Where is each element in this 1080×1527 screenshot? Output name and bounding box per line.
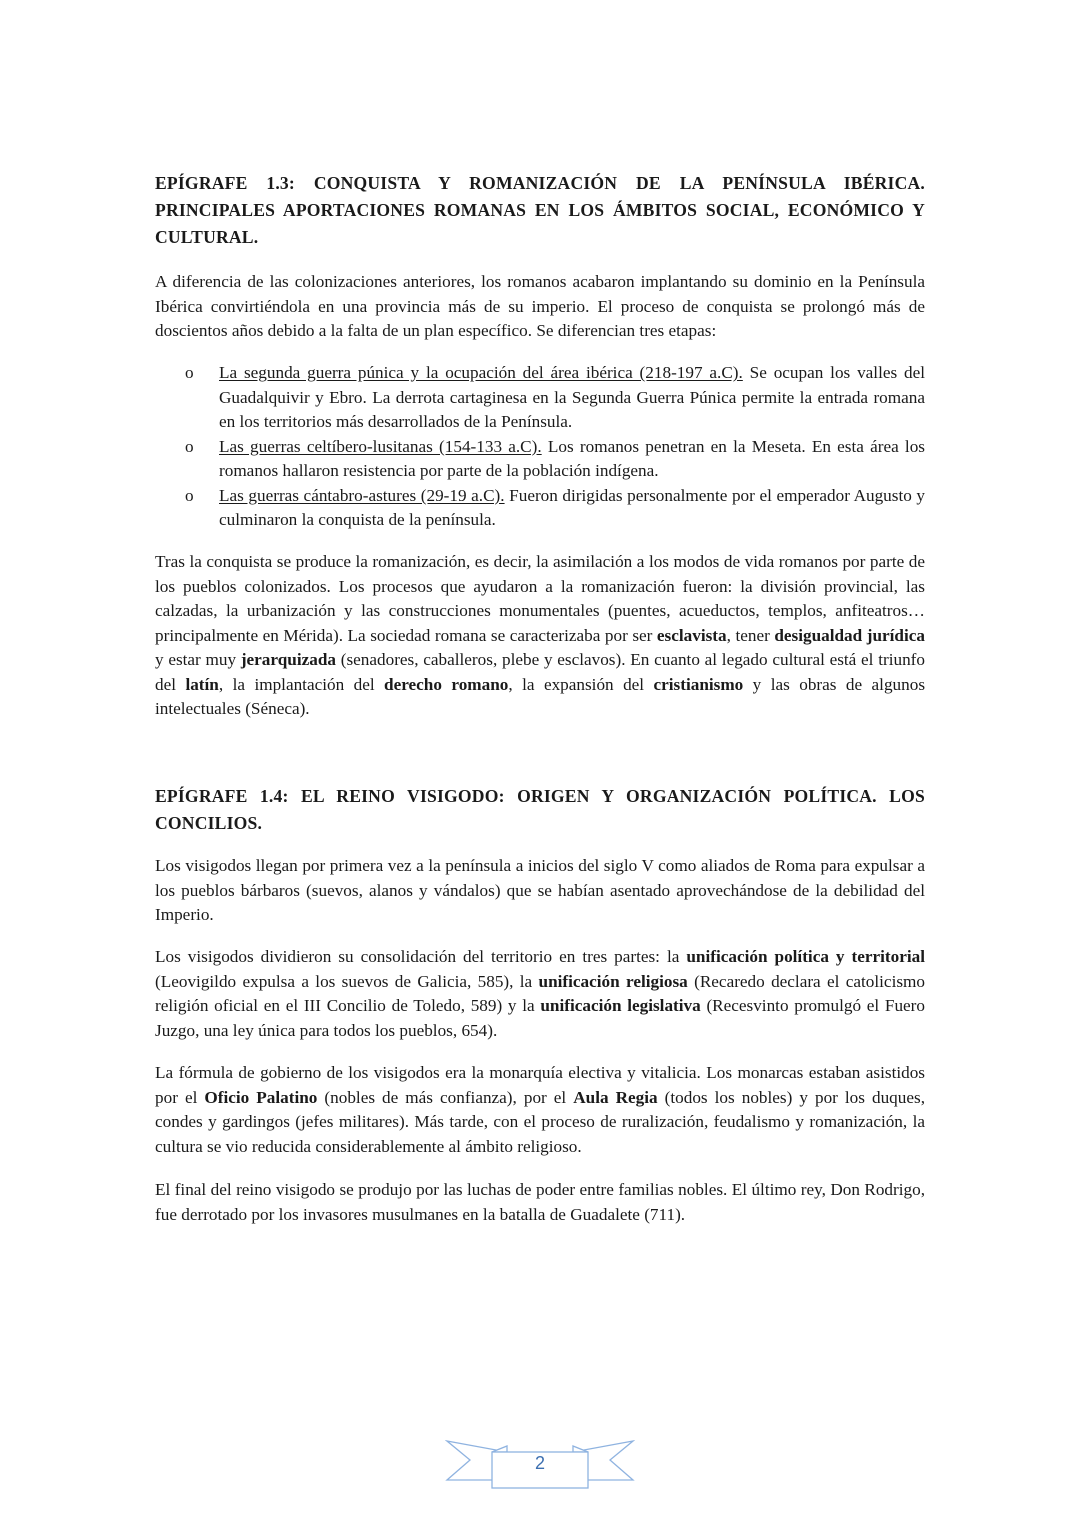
text-run: Los visigodos dividieron su consolidación del territorio en tres partes: la <box>155 947 687 966</box>
text-run: (todos los nobles) y por los duques, condes y gardingos (jefes militares). Más tarde, con el proceso de ruralización, feudalismo y romanización, la cultura se vio reducida considerablemente al ámbito religioso. <box>155 1087 925 1156</box>
stage-title: Las guerras celtíbero-lusitanas (154-133 a.C). <box>219 436 542 456</box>
bold-term: unificación legislativa <box>540 996 701 1015</box>
bold-term: unificación política y territorial <box>686 947 925 966</box>
bold-term: esclavista <box>656 625 727 645</box>
list-item <box>155 484 925 533</box>
page-number: 2 <box>534 1453 545 1473</box>
stage-text: Se ocupan los valles del Guadalquivir y Ebro. La derrota cartaginesa en la Segunda Guerra Púnica permite la entrada romana en los territorios más desarrollados de la Península. <box>219 363 926 431</box>
stage-title: Las guerras cántabro-astures (29-19 a.C). <box>219 485 505 505</box>
text-run: , la implantación del <box>218 674 385 694</box>
text-run: (Recaredo declara el catolicismo religión oficial en el III Concilio de Toledo, 589) y la <box>155 971 925 1015</box>
paragraph <box>155 854 925 928</box>
text-run: El final del reino visigodo se produjo por las luchas de poder entre familias nobles. El último rey, Don Rodrigo, fue derrotado por los invasores musulmanes en la batalla de Guadalete (711). <box>155 1180 925 1224</box>
section-heading-1-4: EPÍGRAFE 1.4: EL REINO VISIGODO: ORIGEN Y ORGANIZACIÓN POLÍTICA. LOS CONCILIOS. <box>155 786 925 833</box>
section-heading-1-3: EPÍGRAFE 1.3: CONQUISTA Y ROMANIZACIÓN DE LA PENÍNSULA IBÉRICA. PRINCIPALES APORTACIONES ROMANAS EN LOS ÁMBITOS SOCIAL, ECONÓMICO Y CULTURAL. <box>155 173 925 247</box>
text-run: y las obras de algunos intelectuales (Séneca). <box>155 674 926 718</box>
paragraph <box>155 945 925 1043</box>
list-item <box>155 435 925 484</box>
bold-term: latín <box>185 674 219 694</box>
bold-term: Aula Regia <box>573 1087 658 1107</box>
text-run: y estar muy <box>155 650 241 669</box>
text-run: , la expansión del <box>508 674 654 694</box>
bullet-icon: o <box>185 485 194 505</box>
paragraph <box>155 1178 925 1227</box>
text-run: Los visigodos llegan por primera vez a la península a inicios del siglo V como aliados de Roma para expulsar a los pueblos bárbaros (suevos, alanos y vándalos) que se habían asentado aprovechándose de la debilidad del Imperio. <box>155 856 925 924</box>
stage-text: Fueron dirigidas personalmente por el emperador Augusto y culminaron la conquista de la península. <box>219 485 925 529</box>
text-run: (Leovigildo expulsa a los suevos de Galicia, 585), la <box>155 971 539 991</box>
stages-list <box>155 361 925 533</box>
stage-title: La segunda guerra púnica y la ocupación del área ibérica (218-197 a.C). <box>219 363 743 382</box>
paragraph <box>155 270 925 344</box>
paragraph <box>155 550 925 722</box>
text-run: Tras la conquista se produce la romanización, es decir, la asimilación a los modos de vida romanos por parte de los pueblos colonizados. Los procesos que ayudaron a la romanización fueron: la división provincial, las calzadas, la urbanización y las construcciones monumentales (puentes, acueductos, templos, anfiteatros… principalmente en Mérida). La sociedad romana se caracterizaba por ser <box>155 552 925 645</box>
page-footer <box>445 1436 635 1492</box>
bullet-icon: o <box>185 363 194 382</box>
bold-term: unificación religiosa <box>538 971 688 991</box>
text-run: (nobles de más confianza), por el <box>317 1087 574 1107</box>
bold-term: cristianismo <box>653 674 744 694</box>
bold-term: Oficio Palatino <box>204 1087 318 1107</box>
paragraph <box>155 1061 925 1159</box>
bullet-icon: o <box>185 436 194 456</box>
text-run: (senadores, caballeros, plebe y esclavos). En cuanto al legado cultural está el triunfo del <box>155 650 925 694</box>
text-run: A diferencia de las colonizaciones anteriores, los romanos acabaron implantando su dominio en la Península Ibérica convirtiéndola en una provincia más de su imperio. El proceso de conquista se prolongó más de doscientos años debido a la falta de un plan específico. Se diferencian tres etapas: <box>155 272 925 340</box>
text-run: (Recesvinto promulgó el Fuero Juzgo, una ley única para todos los pueblos, 654). <box>155 996 925 1040</box>
bold-term: jerarquizada <box>240 650 336 669</box>
bold-term: desigualdad jurídica <box>774 625 925 645</box>
text-run: La fórmula de gobierno de los visigodos era la monarquía electiva y vitalicia. Los monarcas estaban asistidos por el <box>155 1063 925 1107</box>
bold-term: derecho romano <box>384 674 509 694</box>
list-item <box>155 361 925 435</box>
stage-text: Los romanos penetran en la Meseta. En esta área los romanos hallaron resistencia por parte de la población indígena. <box>219 436 925 480</box>
text-run: , tener <box>726 625 775 645</box>
